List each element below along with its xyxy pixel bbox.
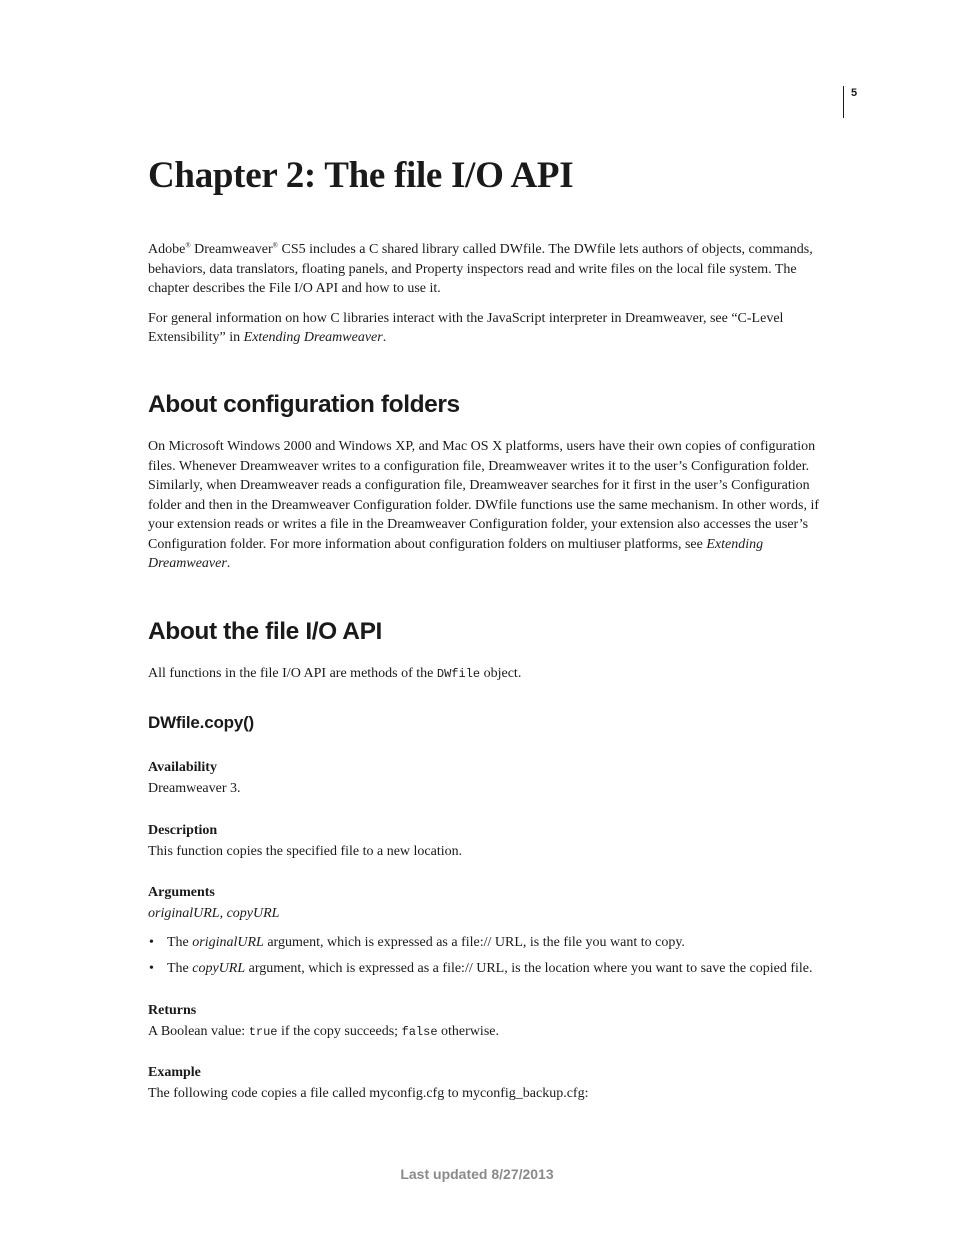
- argument-post: argument, which is expressed as a file:// URL, is the location where you want to save the copied file.: [245, 961, 813, 976]
- config-section-heading: About configuration folders: [148, 391, 460, 418]
- intro-text-rest: CS5 includes a C shared library called DWfile. The DWfile lets authors of objects, commands, behaviors, data translators, floating panels, and Property inspectors read and write files on the local file system. The chapter describes the File I/O API and how to use it.: [148, 242, 813, 296]
- argument-post: argument, which is expressed as a file:// URL, is the file you want to copy.: [263, 935, 685, 950]
- config-section: [148, 388, 840, 422]
- example-value: The following code copies a file called myconfig.cfg to myconfig_backup.cfg:: [148, 1086, 589, 1101]
- copy-function-section: [148, 711, 840, 735]
- availability-block: [148, 758, 840, 799]
- intro-section: [148, 240, 840, 348]
- arguments-label: Arguments: [148, 885, 215, 900]
- api-intro-text: All functions in the file I/O API are methods of the: [148, 666, 437, 681]
- intro-p2-book-title: Extending Dreamweaver: [243, 330, 383, 345]
- intro-p2-text: For general information on how C libraries interact with the JavaScript interpreter in Dreamweaver, see “C-Level Extensibility” in: [148, 310, 784, 345]
- copy-function-heading: DWfile.copy(): [148, 713, 255, 732]
- example-block: [148, 1063, 840, 1104]
- api-intro-code: DWfile: [436, 667, 481, 681]
- returns-value: [148, 1022, 840, 1042]
- page-number-rule: [843, 86, 844, 118]
- api-section-intro-block: [148, 664, 840, 685]
- arguments-list-block: [148, 933, 840, 985]
- returns-block: [148, 1001, 840, 1042]
- intro-text-adobe: Adobe: [148, 242, 186, 257]
- returns-pre: A Boolean value:: [148, 1024, 249, 1039]
- config-section-body: [148, 437, 840, 574]
- config-body-book-title: Extending Dreamweaver: [148, 536, 764, 571]
- returns-end: otherwise.: [437, 1024, 499, 1039]
- bullet-mark: •: [149, 961, 154, 976]
- config-section-body-block: [148, 437, 840, 574]
- arguments-list: [148, 933, 840, 979]
- api-intro-end: object.: [480, 666, 522, 681]
- description-value: This function copies the specified file to a new location.: [148, 844, 463, 859]
- config-body-end: .: [226, 556, 231, 571]
- description-label: Description: [148, 823, 218, 838]
- returns-label: Returns: [148, 1003, 197, 1018]
- argument-name: originalURL: [192, 935, 264, 950]
- intro-text-dreamweaver: Dreamweaver: [190, 242, 273, 257]
- intro-paragraph-2: [148, 309, 840, 348]
- argument-list-item: [148, 959, 840, 979]
- returns-false-code: false: [401, 1025, 438, 1039]
- argument-pre: The: [167, 961, 193, 976]
- argument-name: copyURL: [192, 961, 246, 976]
- example-label: Example: [148, 1065, 201, 1080]
- intro-p2-end: .: [382, 330, 387, 345]
- returns-true-code: true: [248, 1025, 278, 1039]
- api-section: [148, 615, 840, 649]
- returns-mid: if the copy succeeds;: [277, 1024, 402, 1039]
- registered-mark: ®: [185, 241, 191, 250]
- argument-pre: The: [167, 935, 193, 950]
- intro-paragraph-1: [148, 240, 840, 299]
- page-footer: Last updated 8/27/2013: [400, 1166, 554, 1182]
- registered-mark: ®: [272, 241, 278, 250]
- availability-label: Availability: [148, 760, 217, 775]
- description-block: [148, 821, 840, 862]
- page-number: 5: [851, 87, 858, 99]
- api-section-heading: About the file I/O API: [148, 618, 382, 645]
- availability-value: Dreamweaver 3.: [148, 781, 241, 796]
- config-body-text: On Microsoft Windows 2000 and Windows XP, and Mac OS X platforms, users have their own copies of configuration files. Whenever Dreamweaver writes to a configuration file, Dreamweaver writes it to the user’s Configuration folder. Similarly, when Dreamweaver reads a configuration file, Dreamweaver searches for it first in the user’s Configuration folder and then in the Dreamweaver Configuration folder. DWfile functions use the same mechanism. In other words, if your extension reads or writes a file in the Dreamweaver Configuration folder, your extension also accesses the user’s Configuration folder. For more information about configuration folders on multiuser platforms, see: [148, 439, 820, 552]
- chapter-title: Chapter 2: The file I/O API: [148, 155, 574, 196]
- argument-list-item: [148, 933, 840, 953]
- arguments-block: [148, 883, 840, 924]
- bullet-mark: •: [149, 935, 154, 950]
- arguments-value: originalURL, copyURL: [148, 906, 280, 921]
- api-section-intro: [148, 664, 840, 685]
